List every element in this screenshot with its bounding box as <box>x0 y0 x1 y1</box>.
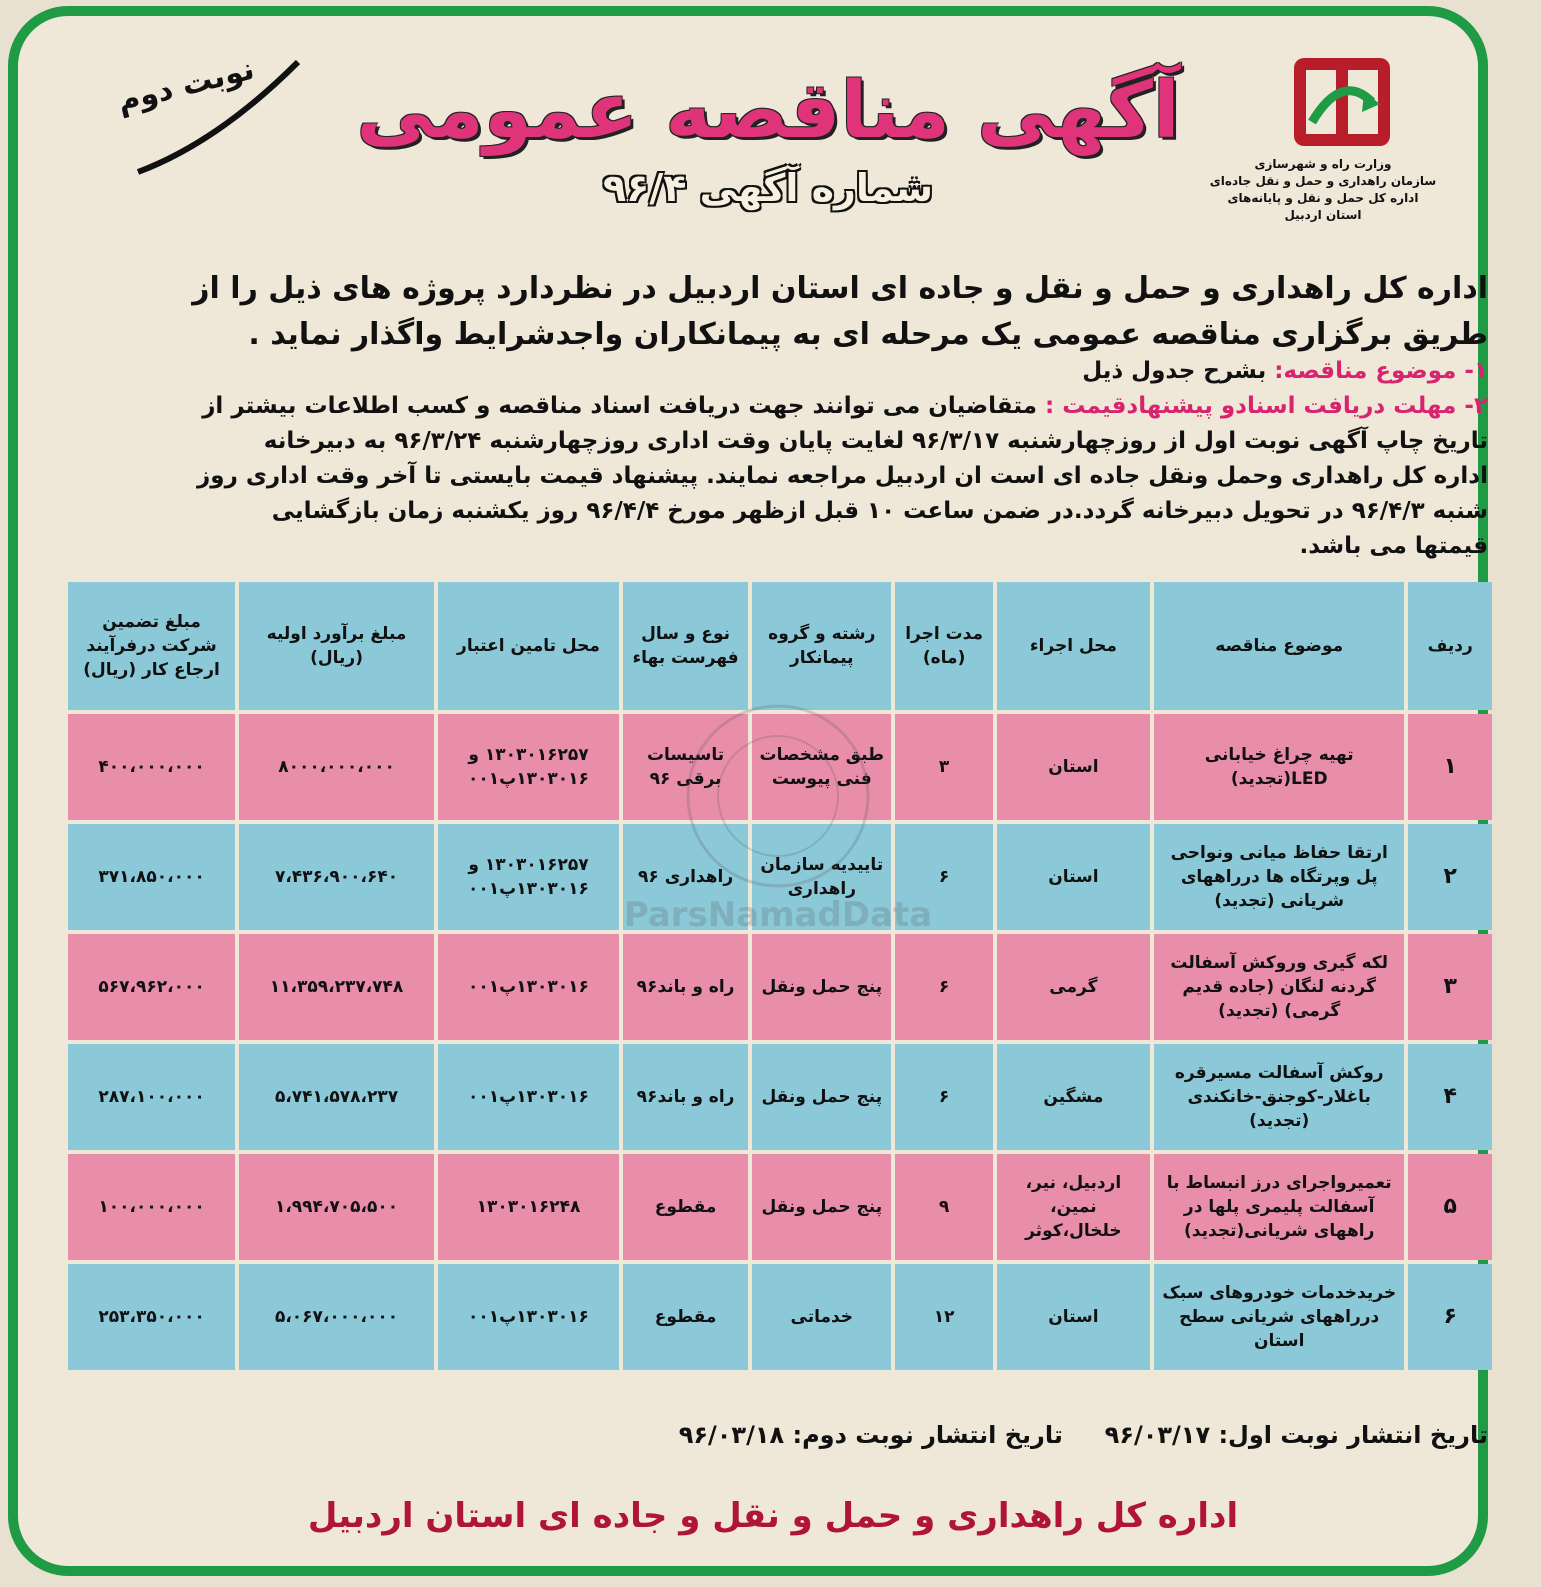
watermark-icon <box>578 676 978 976</box>
table-cell: ۵،۰۶۷،۰۰۰،۰۰۰ <box>239 1264 434 1370</box>
column-header: مبلغ برآورد اولیه (ریال) <box>239 582 434 710</box>
organization-lines <box>1208 156 1438 224</box>
notice-title: آگهی مناقصه عمومی <box>356 66 1180 156</box>
table-cell: ۴۰۰،۰۰۰،۰۰۰ <box>68 714 235 820</box>
table-cell: ۱۳۰۳۰۱۶۲۴۸ <box>438 1154 619 1260</box>
column-header: نوع و سال فهرست بهاء <box>623 582 748 710</box>
deadline-line: شنبه ۹۶/۴/۳ در تحویل دبیرخانه گردد.در ضمن ساعت ۱۰ قبل ازظهر مورخ ۹۶/۴/۴ روز یکشنبه زمان بازگشایی <box>271 498 1488 524</box>
item-deadline-text: متقاضیان می توانند جهت دریافت اسناد مناقصه و کسب اطلاعات بیشتر از <box>202 393 1037 419</box>
table-cell: ۱۱،۳۵۹،۲۳۷،۷۴۸ <box>239 934 434 1040</box>
intro-text <box>58 266 1488 358</box>
table-cell: ۱۲ <box>895 1264 992 1370</box>
table-cell: ۵ <box>1408 1154 1492 1260</box>
column-header: رشته و گروه پیمانکار <box>752 582 891 710</box>
table-cell: روکش آسفالت مسیرقره باغلار-کوجنق-خانکندی (تجدید) <box>1154 1044 1405 1150</box>
watermark-text: ParsNamadData <box>623 895 933 935</box>
deadline-line: اداره کل راهداری وحمل ونقل جاده ای است ان اردبیل مراجعه نمایند. پیشنهاد قیمت بایستی تا آخر وقت اداری روز <box>197 463 1488 489</box>
item-subject <box>58 354 1488 389</box>
intro-line: طریق برگزاری مناقصه عمومی یک مرحله ای به پیمانکاران واجدشرایط واگذار نماید . <box>248 317 1488 352</box>
column-header: مدت اجرا (ماه) <box>895 582 992 710</box>
table-cell: مقطوع <box>623 1264 748 1370</box>
table-cell: ۲ <box>1408 824 1492 930</box>
table-cell: پنج حمل ونقل <box>752 1044 891 1150</box>
table-cell: گرمی <box>997 934 1150 1040</box>
item-subject-text: بشرح جدول ذیل <box>1082 358 1267 384</box>
table-cell: تعمیرواجرای درز انبساط با آسفالت پلیمری پلها در راههای شریانی(تجدید) <box>1154 1154 1405 1260</box>
table-cell: ۵،۷۴۱،۵۷۸،۲۳۷ <box>239 1044 434 1150</box>
table-cell: ۱۰۰،۰۰۰،۰۰۰ <box>68 1154 235 1260</box>
table-cell: تاسیسات برقی ۹۶ <box>623 714 748 820</box>
item-deadline <box>58 389 1488 424</box>
table-cell: ۳ <box>1408 934 1492 1040</box>
second-pub-label: تاریخ انتشار نوبت دوم: <box>792 1421 1063 1449</box>
table-cell: ارتقا حفاظ میانی ونواحی پل وپرتگاه ها درراههای شریانی (تجدید) <box>1154 824 1405 930</box>
table-row <box>68 1044 1492 1150</box>
table-cell: ۶ <box>895 1044 992 1150</box>
table-cell: استان <box>997 1264 1150 1370</box>
ministry-logo-icon <box>1272 52 1412 152</box>
table-cell: استان <box>997 714 1150 820</box>
round-label: نوبت دوم <box>113 51 258 120</box>
table-cell: مشگین <box>997 1044 1150 1150</box>
deadline-line: تاریخ چاپ آگهی نوبت اول از روزچهارشنبه ۹۶/۳/۱۷ لغایت پایان وقت اداری روزچهارشنبه ۹۶/۳/۲۴ به دبیرخانه <box>263 428 1488 454</box>
table-cell: ۶ <box>1408 1264 1492 1370</box>
table-cell: اردبیل، نیر، نمین، خلخال،کوثر <box>997 1154 1150 1260</box>
table-cell: ۱ <box>1408 714 1492 820</box>
table-cell: لکه گیری وروکش آسفالت گردنه لنگان (جاده قدیم گرمی) (تجدید) <box>1154 934 1405 1040</box>
org-line: وزارت راه و شهرسازی <box>1254 157 1392 171</box>
table-cell: ۱۳۰۳۰۱۶پ۰۰۱ <box>438 1264 619 1370</box>
publication-dates <box>58 1421 1488 1449</box>
table-cell: تاییدیه سازمان راهداری <box>752 824 891 930</box>
table-cell: ۶ <box>895 824 992 930</box>
first-pub-date: ۹۶/۰۳/۱۷ <box>1104 1421 1211 1449</box>
column-header: مبلغ تضمین شرکت درفرآیند ارجاع کار (ریال) <box>68 582 235 710</box>
table-cell: تهیه چراغ خیابانی LED(تجدید) <box>1154 714 1405 820</box>
table-cell: راه و باند۹۶ <box>623 1044 748 1150</box>
ad-number: شماره آگهی ۹۶/۴ <box>602 166 933 210</box>
org-line: استان اردبیل <box>1284 208 1362 222</box>
table-cell: پنج حمل ونقل <box>752 1154 891 1260</box>
second-pub-date: ۹۶/۰۳/۱۸ <box>678 1421 785 1449</box>
notice-page <box>8 6 1488 1576</box>
table-cell: استان <box>997 824 1150 930</box>
table-cell: ۱۳۰۳۰۱۶پ۰۰۱ <box>438 1044 619 1150</box>
table-cell: راهداری ۹۶ <box>623 824 748 930</box>
conditions <box>58 354 1488 564</box>
footer-org: اداره کل راهداری و حمل و نقل و جاده ای استان اردبیل <box>307 1496 1239 1536</box>
intro-line: اداره کل راهداری و حمل و نقل و جاده ای استان اردبیل در نظردارد پروژه های ذیل را از <box>192 271 1488 306</box>
table-cell: ۷،۴۳۶،۹۰۰،۶۴۰ <box>239 824 434 930</box>
table-cell: خدماتی <box>752 1264 891 1370</box>
table-cell: ۳۷۱،۸۵۰،۰۰۰ <box>68 824 235 930</box>
table-cell: ۱،۹۹۴،۷۰۵،۵۰۰ <box>239 1154 434 1260</box>
table-cell: ۸۰۰۰،۰۰۰،۰۰۰ <box>239 714 434 820</box>
table-cell: ۶ <box>895 934 992 1040</box>
table-cell: ۱۳۰۳۰۱۶۲۵۷ و ۱۳۰۳۰۱۶پ۰۰۱ <box>438 824 619 930</box>
table-row <box>68 1264 1492 1370</box>
column-header: محل تامین اعتبار <box>438 582 619 710</box>
first-pub-label: تاریخ انتشار نوبت اول: <box>1218 1421 1488 1449</box>
org-line: سازمان راهداری و حمل و نقل جاده‌ای <box>1209 174 1437 188</box>
item-deadline-label: ۲- مهلت دریافت اسنادو پیشنهادقیمت : <box>1045 393 1488 419</box>
table-cell: خریدخدمات خودروهای سبک درراههای شریانی سطح استان <box>1154 1264 1405 1370</box>
table-cell: ۳ <box>895 714 992 820</box>
table-cell: ۵۶۷،۹۶۲،۰۰۰ <box>68 934 235 1040</box>
item-subject-label: ۱- موضوع مناقصه: <box>1274 358 1488 384</box>
table-cell: ۱۳۰۳۰۱۶پ۰۰۱ <box>438 934 619 1040</box>
table-cell: ۱۳۰۳۰۱۶۲۵۷ و ۱۳۰۳۰۱۶پ۰۰۱ <box>438 714 619 820</box>
table-cell: مقطوع <box>623 1154 748 1260</box>
table-cell: ۲۵۳،۳۵۰،۰۰۰ <box>68 1264 235 1370</box>
org-line: اداره کل حمل و نقل و پایانه‌های <box>1227 191 1419 205</box>
table-cell: ۲۸۷،۱۰۰،۰۰۰ <box>68 1044 235 1150</box>
table-cell: راه و باند۹۶ <box>623 934 748 1040</box>
table-cell: ۹ <box>895 1154 992 1260</box>
table-cell: ۴ <box>1408 1044 1492 1150</box>
table-row <box>68 1154 1492 1260</box>
table-cell: پنج حمل ونقل <box>752 934 891 1040</box>
column-header: ردیف <box>1408 582 1492 710</box>
column-header: محل اجراء <box>997 582 1150 710</box>
column-header: موضوع مناقصه <box>1154 582 1405 710</box>
table-cell: طبق مشخصات فنی پیوست <box>752 714 891 820</box>
deadline-line: قیمتها می باشد. <box>1299 533 1488 559</box>
